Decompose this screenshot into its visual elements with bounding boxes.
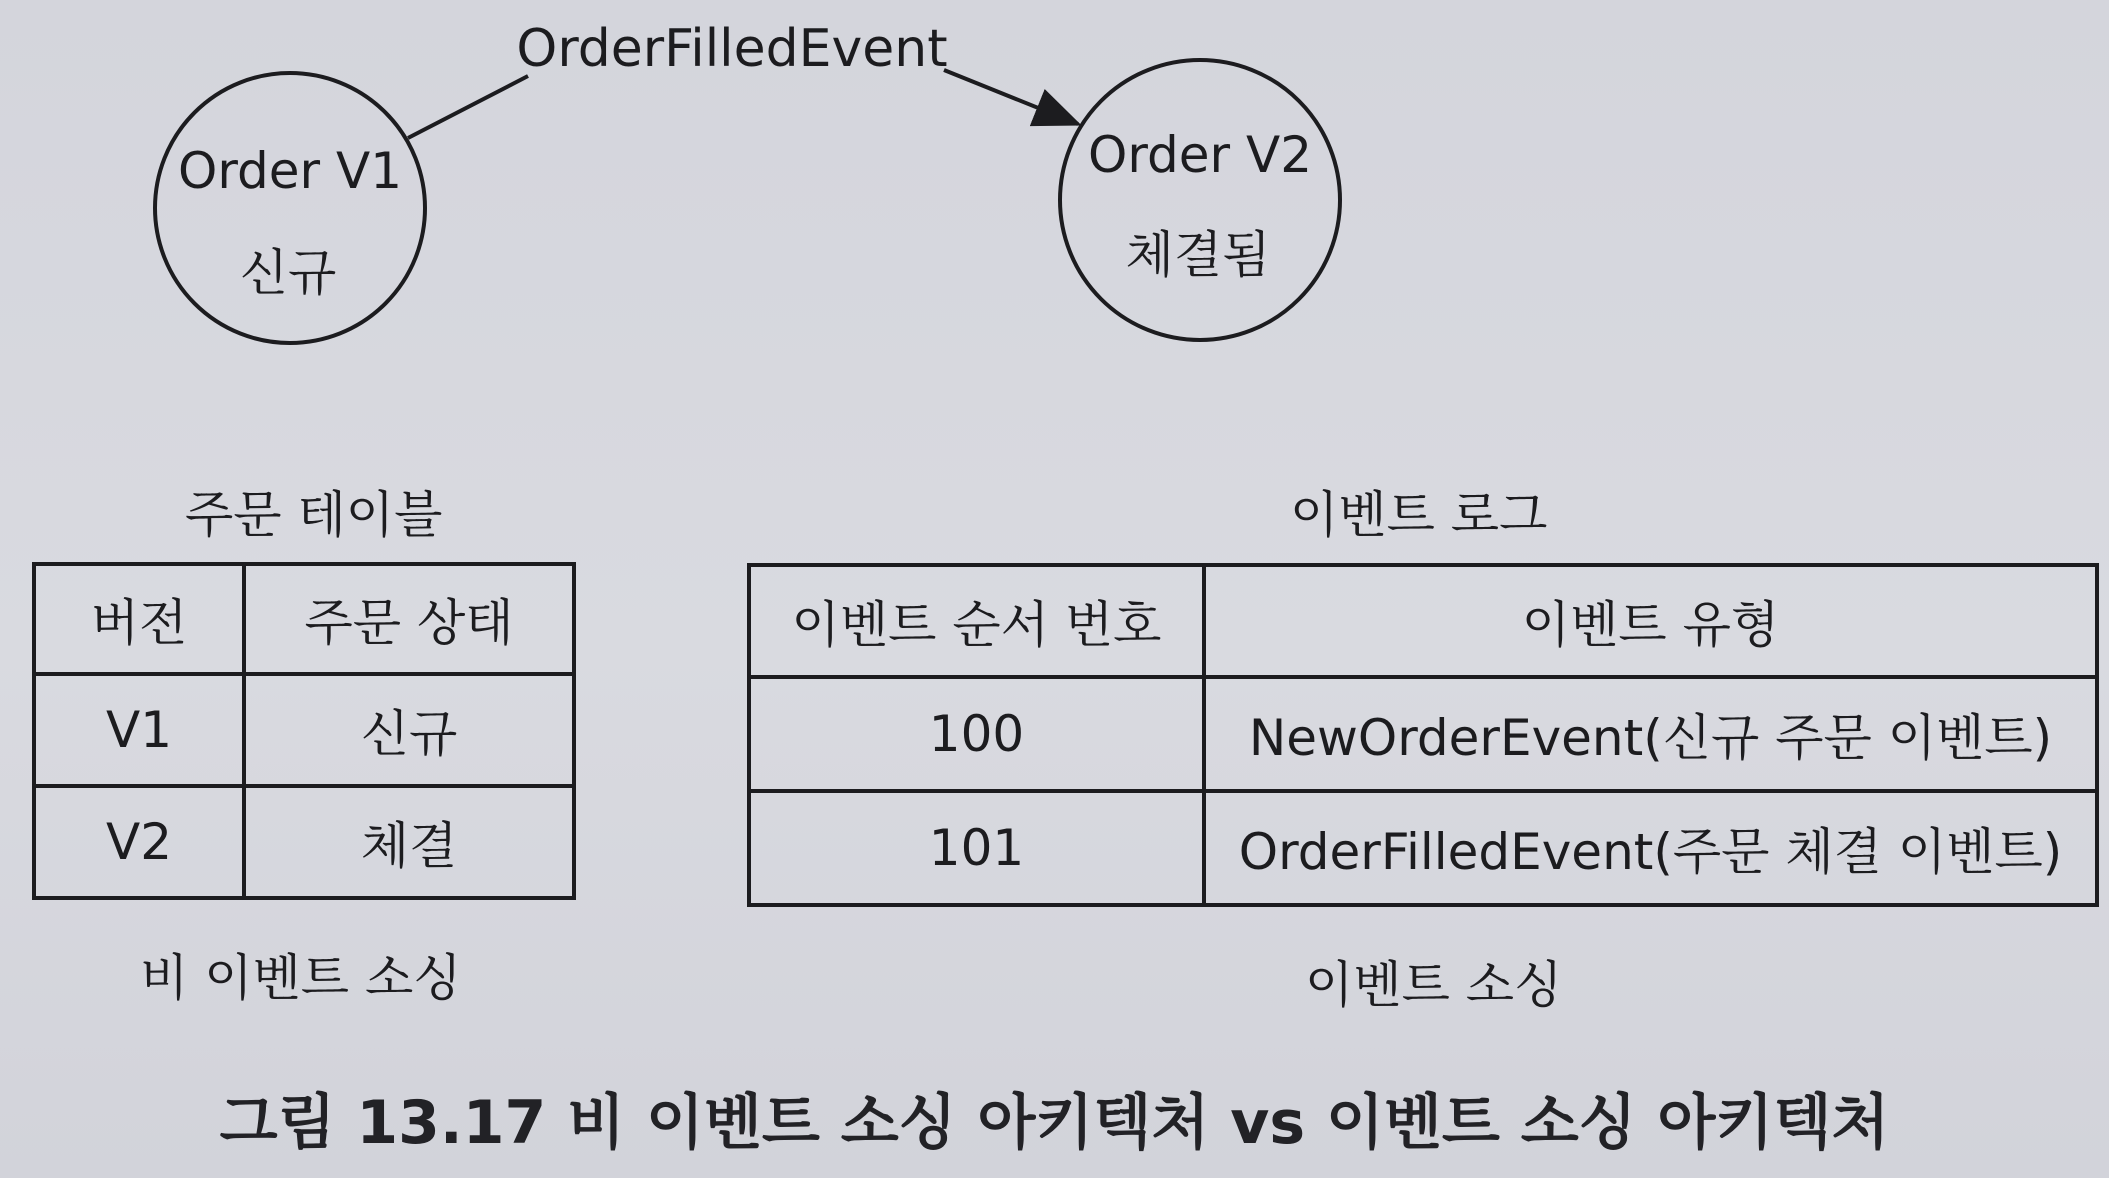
table-row	[34, 674, 574, 786]
table-row	[749, 677, 2097, 791]
figure-caption: 그림 13.17 비 이벤트 소싱 아키텍처 vs 이벤트 소싱 아키텍처	[219, 1088, 1890, 1158]
event-log-cell-type: OrderFilledEvent(주문 체결 이벤트)	[1204, 791, 2097, 905]
order-table-header-version: 버전	[34, 564, 244, 674]
event-log-cell-seq: 101	[749, 791, 1204, 905]
order-v1-title: Order V1	[178, 142, 402, 200]
event-log-cell-type: NewOrderEvent(신규 주문 이벤트)	[1204, 677, 2097, 791]
order-table	[32, 562, 576, 900]
event-log-cell-seq: 100	[749, 677, 1204, 791]
order-table-cell-status: 체결	[244, 786, 574, 898]
event-sourcing-label: 이벤트 소싱	[1305, 956, 1563, 1014]
event-log-header-seq: 이벤트 순서 번호	[749, 565, 1204, 677]
event-log-table	[747, 563, 2099, 907]
order-v2-state: 체결됨	[1125, 226, 1271, 284]
transition-arrow	[944, 70, 1078, 124]
transition-line	[408, 76, 528, 138]
non-event-sourcing-label: 비 이벤트 소싱	[140, 949, 462, 1007]
order-table-header-row	[34, 564, 574, 674]
order-v1-state: 신규	[239, 244, 337, 302]
order-table-header-status: 주문 상태	[244, 564, 574, 674]
table-row	[34, 786, 574, 898]
order-v2-node	[1060, 60, 1340, 340]
table-row	[749, 791, 2097, 905]
order-table-title: 주문 테이블	[185, 486, 443, 544]
event-log-title: 이벤트 로그	[1290, 486, 1548, 544]
order-v2-title: Order V2	[1088, 126, 1312, 184]
order-table-cell-status: 신규	[244, 674, 574, 786]
transition-label: OrderFilledEvent	[516, 19, 948, 79]
order-table-cell-version: V1	[34, 674, 244, 786]
event-log-header-type: 이벤트 유형	[1204, 565, 2097, 677]
event-log-header-row	[749, 565, 2097, 677]
order-v1-node	[155, 73, 425, 343]
order-table-cell-version: V2	[34, 786, 244, 898]
